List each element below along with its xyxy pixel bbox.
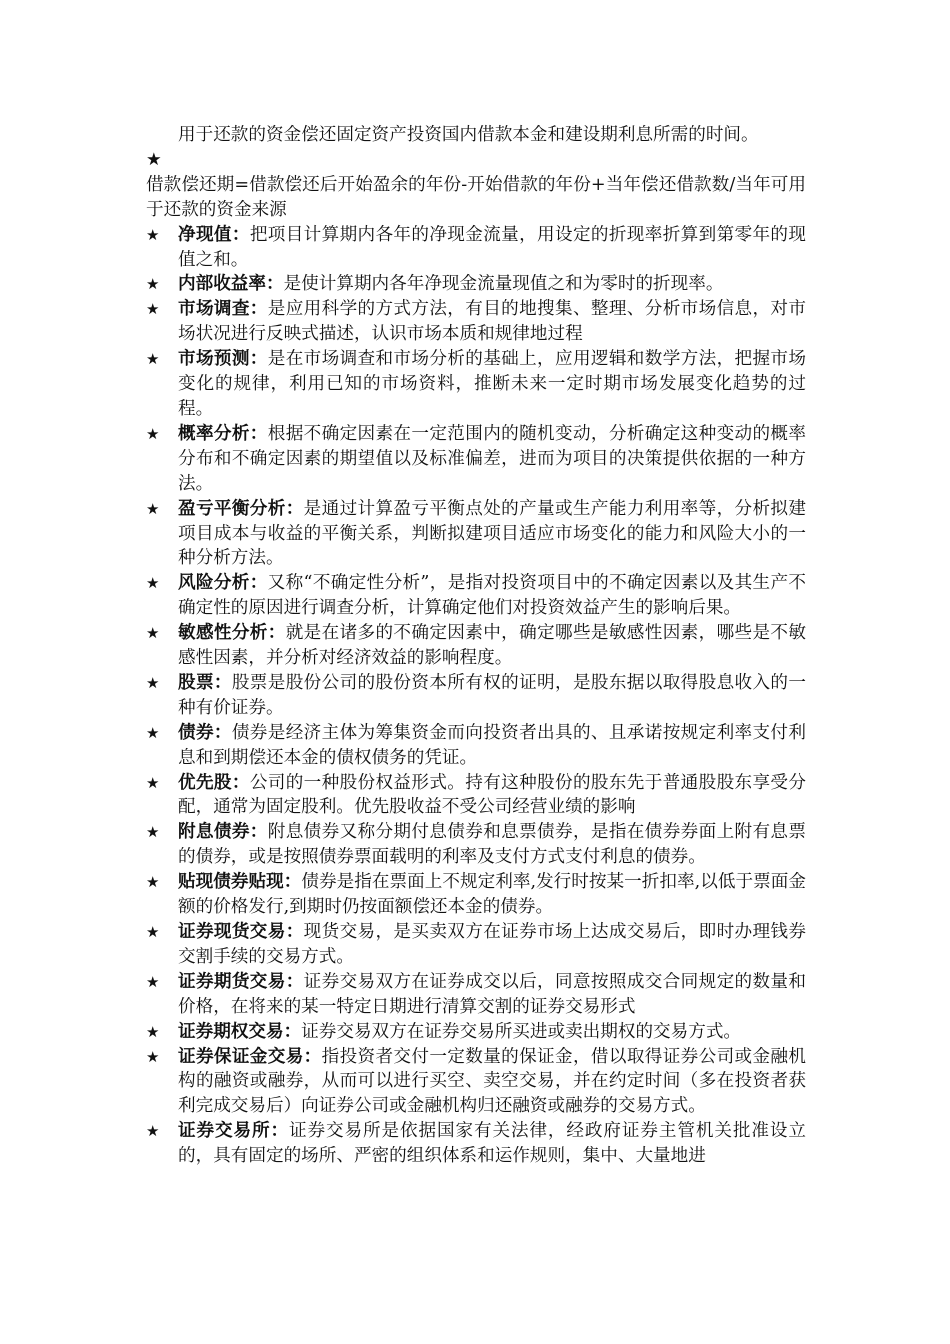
definition-text: 附息债券又称分期付息债券和息票债券，是指在债券券面上附有息票的债券，或是按照债券票面载明的利率及支付方式支付利息的债券。	[178, 822, 806, 868]
definition-item	[146, 571, 806, 621]
definition-text: 公司的一种股份权益形式。持有这种股份的股东先于普通股股东享受分配，通常为固定股利。优先股收益不受公司经营业绩的影响	[178, 772, 806, 818]
definition-text: 根据不确定因素在一定范围内的随机变动，分析确定这种变动的概率分布和不确定因素的期望值以及标准偏差，进而为项目的决策提供依据的一种方法。	[178, 423, 806, 494]
definition-text: 债券是经济主体为筹集资金而向投资者出具的、且承诺按规定利率支付利息和到期偿还本金的债权债务的凭证。	[178, 722, 806, 768]
definition-list	[146, 223, 806, 1169]
definition-item	[146, 497, 806, 572]
star-bullet: ★	[146, 149, 162, 170]
star-bullet-icon: ★	[146, 1022, 160, 1041]
definition-term: 优先股：	[178, 772, 250, 793]
definition-term: 股票：	[178, 672, 232, 693]
definition-term: 净现值：	[178, 224, 250, 245]
star-bullet-icon: ★	[146, 624, 160, 643]
star-bullet-icon: ★	[146, 873, 160, 892]
definition-item	[146, 771, 806, 821]
definition-text: 证券交易双方在证券成交以后，同意按照成交合同规定的数量和价格，在将来的某一特定日期进行清算交割的证券交易形式	[178, 971, 806, 1017]
document-body	[146, 123, 806, 1169]
definition-item	[146, 272, 806, 297]
definition-item	[146, 347, 806, 422]
definition-text: 是应用科学的方式方法，有目的地搜集、整理、分析市场信息，对市场状况进行反映式描述，认识市场本质和规律地过程	[178, 299, 806, 345]
definition-text: 是使计算期内各年净现金流量现值之和为零时的折现率。	[283, 274, 724, 295]
definition-item	[146, 1045, 806, 1120]
definition-term: 证券现货交易：	[178, 922, 304, 942]
definition-item	[146, 671, 806, 721]
star-bullet-icon: ★	[146, 300, 160, 319]
star-bullet-icon: ★	[146, 823, 160, 842]
star-bullet-icon: ★	[146, 673, 160, 692]
definition-text: 债券是指在票面上不规定利率,发行时按某一折扣率,以低于票面金额的价格发行,到期时仍按面额偿还本金的债券。	[178, 872, 806, 918]
definition-item	[146, 721, 806, 771]
definition-item	[146, 297, 806, 347]
definition-text: 现货交易，是买卖双方在证券市场上达成交易后，即时办理钱券交割手续的交易方式。	[178, 922, 806, 967]
star-bullet-icon: ★	[146, 1047, 160, 1066]
definition-term: 市场调查：	[178, 299, 268, 320]
formula-paragraph: 借款偿还期=借款偿还后开始盈余的年份-开始借款的年份+当年偿还借款数/当年可用于还款的资金来源	[146, 174, 806, 220]
definition-term: 证券期权交易：	[178, 1021, 302, 1042]
definition-text: 就是在诸多的不确定因素中，确定哪些是敏感性因素，哪些是不敏感性因素，并分析对经济效益的影响程度。	[178, 623, 806, 669]
definition-term: 贴现债券贴现：	[178, 872, 302, 893]
intro-line: 用于还款的资金偿还固定资产投资国内借款本金和建设期利息所需的时间。	[178, 125, 759, 145]
definition-text: 证券交易双方在证券交易所买进或卖出期权的交易方式。	[301, 1021, 742, 1042]
star-bullet-icon: ★	[146, 972, 160, 991]
definition-text: 证券交易所是依据国家有关法律，经政府证券主管机关批准设立的，具有固定的场所、严密的组织体系和运作规则，集中、大量地进	[178, 1121, 806, 1167]
definition-term: 债券：	[178, 722, 232, 743]
definition-item	[146, 1020, 806, 1045]
definition-item	[146, 621, 806, 671]
definition-term: 盈亏平衡分析：	[178, 498, 304, 519]
definition-term: 附息债券：	[178, 822, 268, 843]
definition-term: 证券期货交易：	[178, 971, 304, 992]
star-bullet-icon: ★	[146, 723, 160, 742]
definition-text: 指投资者交付一定数量的保证金，借以取得证券公司或金融机构的融资或融券，从而可以进行买空、卖空交易，并在约定时间（多在投资者获利完成交易后）向证券公司或金融机构归还融资或融券的交易方式。	[178, 1046, 806, 1117]
definition-item	[146, 970, 806, 1020]
definition-item	[146, 1119, 806, 1169]
star-bullet-icon: ★	[146, 225, 160, 244]
definition-item	[146, 870, 806, 920]
definition-text: 是通过计算盈亏平衡点处的产量或生产能力利用率等，分析拟建项目成本与收益的平衡关系，判断拟建项目适应市场变化的能力和风险大小的一种分析方法。	[178, 498, 806, 569]
definition-text: 把项目计算期内各年的净现金流量，用设定的折现率折算到第零年的现值之和。	[178, 224, 806, 270]
definition-term: 风险分析：	[178, 573, 268, 594]
star-bullet-icon: ★	[146, 923, 160, 941]
definition-term: 市场预测：	[178, 349, 268, 370]
definition-item	[146, 223, 806, 273]
star-bullet-icon: ★	[146, 350, 160, 369]
definition-item	[146, 422, 806, 497]
star-bullet-icon: ★	[146, 574, 160, 593]
definition-term: 敏感性分析：	[178, 623, 286, 644]
star-bullet-icon: ★	[146, 424, 160, 443]
definition-text: 股票是股份公司的股份资本所有权的证明，是股东据以取得股息收入的一种有价证券。	[178, 672, 806, 718]
star-bullet-icon: ★	[146, 275, 160, 294]
definition-term: 证券保证金交易：	[178, 1046, 322, 1067]
definition-text: 是在市场调查和市场分析的基础上，应用逻辑和数学方法，把握市场变化的规律，利用已知的市场资料，推断未来一定时期市场发展变化趋势的过程。	[178, 349, 806, 419]
star-bullet-icon: ★	[146, 499, 160, 518]
definition-term: 证券交易所：	[178, 1121, 289, 1142]
definition-item	[146, 920, 806, 970]
definition-text: 又称“不确定性分析”，是指对投资项目中的不确定因素以及其生产不确定性的原因进行调查分析，计算确定他们对投资效益产生的影响后果。	[178, 573, 806, 619]
definition-term: 内部收益率：	[178, 274, 284, 295]
definition-term: 概率分析：	[178, 423, 268, 444]
star-bullet-icon: ★	[146, 1122, 160, 1141]
star-bullet-icon: ★	[146, 773, 160, 792]
definition-item	[146, 820, 806, 870]
